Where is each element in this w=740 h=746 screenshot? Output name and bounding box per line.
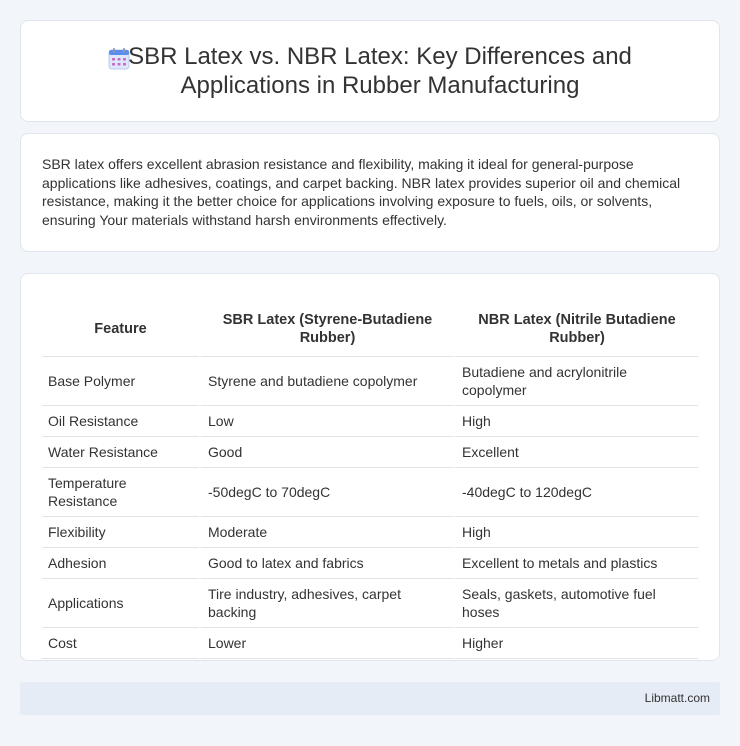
sbr-cell: Good to latex and fabrics (199, 548, 453, 579)
header-nbr: NBR Latex (Nitrile Butadiene Rubber) (453, 294, 698, 357)
page-title: SBR Latex vs. NBR Latex: Key Differences and Applications in Rubber Manufacturing (128, 43, 632, 99)
sbr-cell: Lower (199, 628, 453, 659)
comparison-card (20, 273, 720, 661)
footer-brand[interactable]: Libmatt.com (644, 691, 710, 705)
title-card (20, 20, 720, 122)
feature-cell: Flexibility (42, 517, 199, 548)
sbr-cell: Low (199, 406, 453, 437)
intro-paragraph: SBR latex offers excellent abrasion resistance and flexibility, making it ideal for general-purpose applications like adhesives, coatings, and carpet backing. NBR latex provides superior oil and chemical resistance, making it the better choice for applications involving exposure to fuels, oils, or solvents, ensuring Your materials withstand harsh environments effectively. (42, 156, 681, 228)
table-header-row (42, 294, 698, 357)
sbr-cell: Moderate (199, 517, 453, 548)
table-row (42, 628, 698, 659)
table-row (42, 468, 698, 517)
header-sbr: SBR Latex (Styrene-Butadiene Rubber) (199, 294, 453, 357)
nbr-cell: Excellent to metals and plastics (453, 548, 698, 579)
feature-cell: Cost (42, 628, 199, 659)
feature-cell: Oil Resistance (42, 406, 199, 437)
nbr-cell: Butadiene and acrylonitrile copolymer (453, 357, 698, 406)
nbr-cell: -40degC to 120degC (453, 468, 698, 517)
feature-cell: Base Polymer (42, 357, 199, 406)
table-row (42, 437, 698, 468)
sbr-cell: -50degC to 70degC (199, 468, 453, 517)
table-row (42, 406, 698, 437)
intro-card (20, 133, 720, 252)
nbr-cell: High (453, 406, 698, 437)
sbr-cell: Styrene and butadiene copolymer (199, 357, 453, 406)
footer-bar (20, 682, 720, 715)
nbr-cell: Higher (453, 628, 698, 659)
table-row (42, 517, 698, 548)
nbr-cell: Excellent (453, 437, 698, 468)
sbr-cell: Good (199, 437, 453, 468)
nbr-cell: Seals, gaskets, automotive fuel hoses (453, 579, 698, 628)
table-row (42, 357, 698, 406)
feature-cell: Adhesion (42, 548, 199, 579)
feature-cell: Applications (42, 579, 199, 628)
header-feature: Feature (42, 294, 199, 357)
feature-cell: Water Resistance (42, 437, 199, 468)
sbr-cell: Tire industry, adhesives, carpet backing (199, 579, 453, 628)
feature-cell: Temperature Resistance (42, 468, 199, 517)
nbr-cell: High (453, 517, 698, 548)
table-row (42, 579, 698, 628)
comparison-table (42, 294, 698, 659)
table-row (42, 548, 698, 579)
